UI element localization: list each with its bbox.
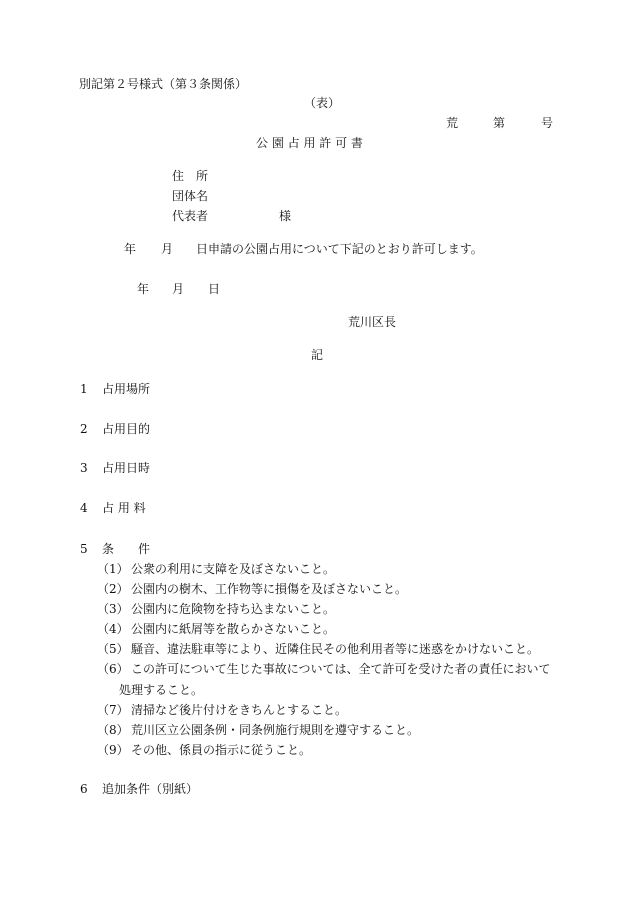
doc-number-middle: 第 (493, 116, 506, 130)
condition-2-text: 公園内の樹木、工作物等に損傷を及ぼさないこと。 (131, 582, 408, 596)
condition-4-number: （4） (97, 622, 129, 636)
item-6-label: 追加条件（別紙） (102, 782, 199, 796)
issuer: 荒川区長 (348, 315, 397, 329)
doc-number-suffix: 号 (541, 116, 554, 130)
condition-2-number: （2） (97, 582, 129, 596)
condition-8-number: （8） (97, 723, 129, 737)
condition-7-text: 清掃など後片付けをきちんとすること。 (131, 703, 348, 717)
document-title: 公 園 占 用 許 可 書 (256, 136, 363, 150)
statement-month: 月 (161, 242, 174, 256)
ki-heading: 記 (311, 348, 324, 362)
date-day: 日 (208, 282, 221, 296)
item-2-number: 2 (80, 422, 88, 436)
address-label: 住 所 (172, 169, 209, 183)
statement-text: 日申請の公園占用について下記のとおり許可します。 (196, 242, 483, 256)
condition-6-text-continued: 処理すること。 (119, 683, 204, 697)
item-4-label: 占 用 料 (102, 501, 146, 515)
condition-6-text: この許可について生じた事故については、全て許可を受けた者の責任において (131, 662, 551, 676)
side-label: （表） (304, 96, 341, 110)
form-label: 別記第２号様式（第３条関係） (79, 77, 248, 91)
condition-3-number: （3） (97, 602, 129, 616)
date-year: 年 (137, 282, 150, 296)
item-6-number: 6 (80, 782, 88, 796)
item-3-label: 占用日時 (102, 461, 151, 475)
item-5-number: 5 (80, 542, 88, 556)
statement-year: 年 (124, 242, 137, 256)
rep-label: 代表者 (172, 209, 209, 223)
doc-number-prefix: 荒 (446, 116, 459, 130)
item-2-label: 占用目的 (102, 422, 151, 436)
item-3-number: 3 (80, 461, 88, 475)
condition-4-text: 公園内に紙屑等を散らかさないこと。 (131, 622, 336, 636)
condition-1-text: 公衆の利用に支障を及ぼさないこと。 (131, 562, 336, 576)
condition-8-text: 荒川区立公園条例・同条例施行規則を遵守すること。 (131, 723, 420, 737)
condition-9-number: （9） (97, 743, 129, 757)
item-1-label: 占用場所 (102, 382, 151, 396)
condition-6-number: （6） (97, 662, 129, 676)
item-4-number: 4 (80, 501, 88, 515)
condition-7-number: （7） (97, 703, 129, 717)
date-month: 月 (172, 282, 185, 296)
condition-9-text: その他、係員の指示に従うこと。 (131, 743, 312, 757)
honorific: 様 (279, 209, 292, 223)
condition-3-text: 公園内に危険物を持ち込まないこと。 (131, 602, 336, 616)
item-1-number: 1 (80, 382, 88, 396)
org-label: 団体名 (172, 189, 209, 203)
condition-1-number: （1） (97, 562, 129, 576)
condition-5-number: （5） (97, 642, 129, 656)
item-5-label: 条 件 (102, 542, 151, 556)
condition-5-text: 騒音、違法駐車等により、近隣住民その他利用者等に迷惑をかけないこと。 (131, 642, 540, 656)
